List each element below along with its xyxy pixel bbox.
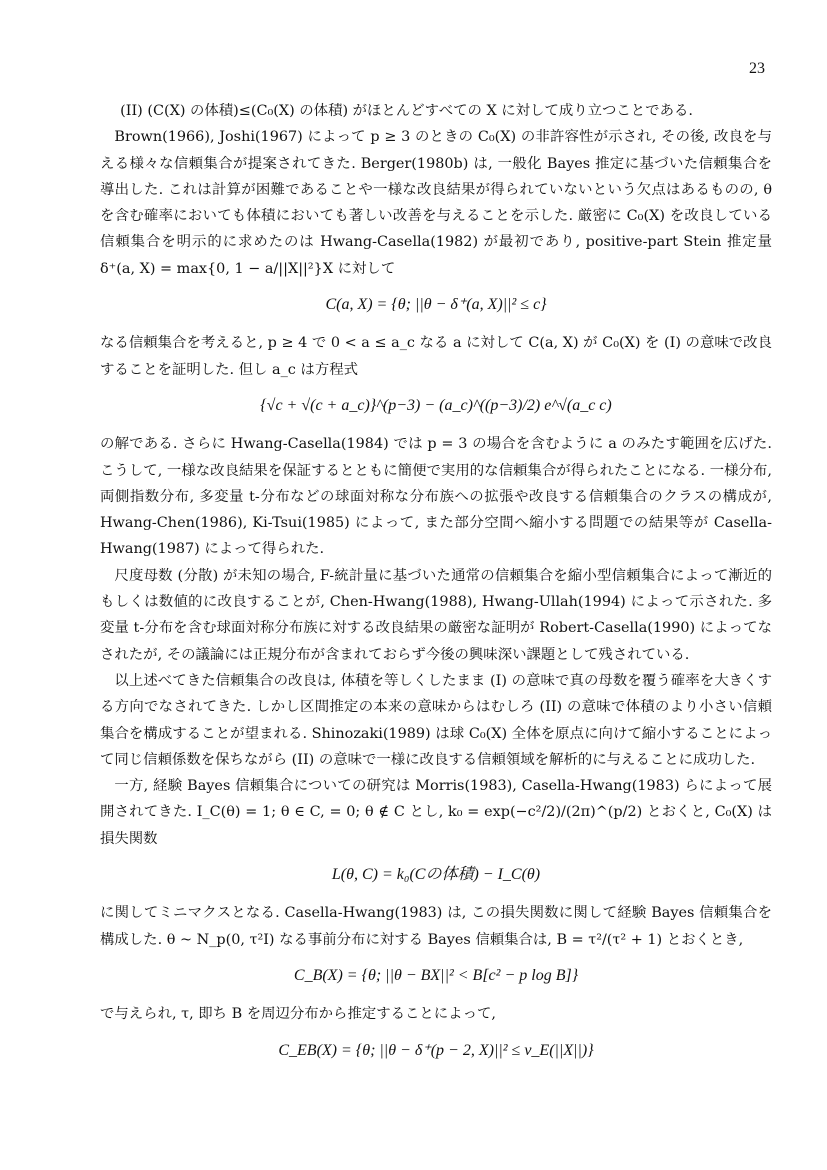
equation-ac: {√c + √(c + a_c)}^(p−3) − (a_c)^((p−3)/2) e^√(a_c c) xyxy=(260,396,612,414)
paragraph-improvement: 以上述べてきた信頼集合の改良は, 体積を等しくしたまま (I) の意味で真の母数を覆う確率を大きくする方向でなされてきた. しかし区間推定の本来の意味からはむしろ (II) の意味で体積のより小さい信頼集合を構成することが望まれる. Shinozaki(1989) は球 C₀(X) 全体を原点に向けて縮小することによって同じ信頼係数を保ちながら (II) の意味で一様に改良する信頼領域を解析的に与えることに成功した. xyxy=(100,672,772,768)
paragraph-scale-unknown: 尺度母数 (分散) が未知の場合, F-統計量に基づいた通常の信頼集合を縮小型信頼集合によって漸近的もしくは数値的に改良することが, Chen-Hwang(1988), Hwang-Ullah(1994) によって示された. 多変量 t-分布を含む球面対称分布族に対する改良結果の厳密な証明が Robert-Casella(1990) によってなされたが, その議論には正規分布が含まれておらず今後の興味深い課題として残されている. xyxy=(100,567,772,663)
page-body xyxy=(100,98,772,1076)
paragraph-estimate: で与えられ, τ, 即ち B を周辺分布から推定することによって, xyxy=(100,1006,496,1023)
equation-confidence-set: C(a, X) = {θ; ||θ − δ⁺(a, X)||² ≤ c} xyxy=(325,296,547,314)
paragraph-proof: なる信頼集合を考えると, p ≥ 4 で 0 < a ≤ a_c なる a に対して C(a, X) が C₀(X) を (I) の意味で改良することを証明した. 但し a_c は方程式 xyxy=(100,335,772,378)
page-number: 23 xyxy=(749,60,765,77)
paragraph-history: Brown(1966), Joshi(1967) によって p ≥ 3 のときの C₀(X) の非許容性が示され, その後, 改良を与える様々な信頼集合が提案されてきた. Berger(1980b) は, 一般化 Bayes 推定に基づいた信頼集合を導出した. これは計算が困難であることや一様な改良結果が得られていないという欠点はあるものの, θを含む確率においても体積においても著しい改善を与えることを示した. 厳密に C₀(X) を改良している信頼集合を明示的に求めたのは Hwang-Casella(1982) が最初であり, positive-part Stein 推定量δ⁺(a, X) = max{0, 1 − a/||X||²}X に対して xyxy=(100,129,772,277)
paragraph-extension: の解である. さらに Hwang-Casella(1984) では p = 3 の場合を含むように a のみたす範囲を広げた. こうして, 一様な改良結果を保証するとともに簡便で実用的な信頼集合が得られたことになる. 一様分布, 両側指数分布, 多変量 t-分布などの球面対称な分布族への拡張や改良する信頼集合のクラスの構成が, Hwang-Chen(1986), Ki-Tsui(1985) によって, また部分空間へ縮小する問題での結果等が Casella-Hwang(1987) によって得られた. xyxy=(100,436,772,558)
equation-loss: L(θ, C) = k₀(Cの体積) − I_C(θ) xyxy=(331,866,541,884)
equation-bayes-set: C_B(X) = {θ; ||θ − BX||² < B[c² − p log B]} xyxy=(293,966,579,984)
paragraph-condition-ii: (II) (C(X) の体積)≤(C₀(X) の体積) がほとんどすべての X に対して成り立つことである. xyxy=(120,103,693,119)
equation-eb-set: C_EB(X) = {θ; ||θ − δ⁺(p − 2, X)||² ≤ v_E(||X||)} xyxy=(278,1041,594,1059)
paragraph-empirical-bayes: 一方, 経験 Bayes 信頼集合についての研究は Morris(1983), Casella-Hwang(1983) らによって展開されてきた. I_C(θ) = 1; θ ∈ C, = 0; θ ∉ C とし, k₀ = exp(−c²/2)/(2π)^(p/2) とおくと, C₀(X) は損失関数 xyxy=(100,778,772,847)
paragraph-minimax: に関してミニマクスとなる. Casella-Hwang(1983) は, この損失関数に関して経験 Bayes 信頼集合を構成した. θ ~ N_p(0, τ²I) なる事前分布に対する Bayes 信頼集合は, B = τ²/(τ² + 1) とおくとき, xyxy=(100,905,772,948)
